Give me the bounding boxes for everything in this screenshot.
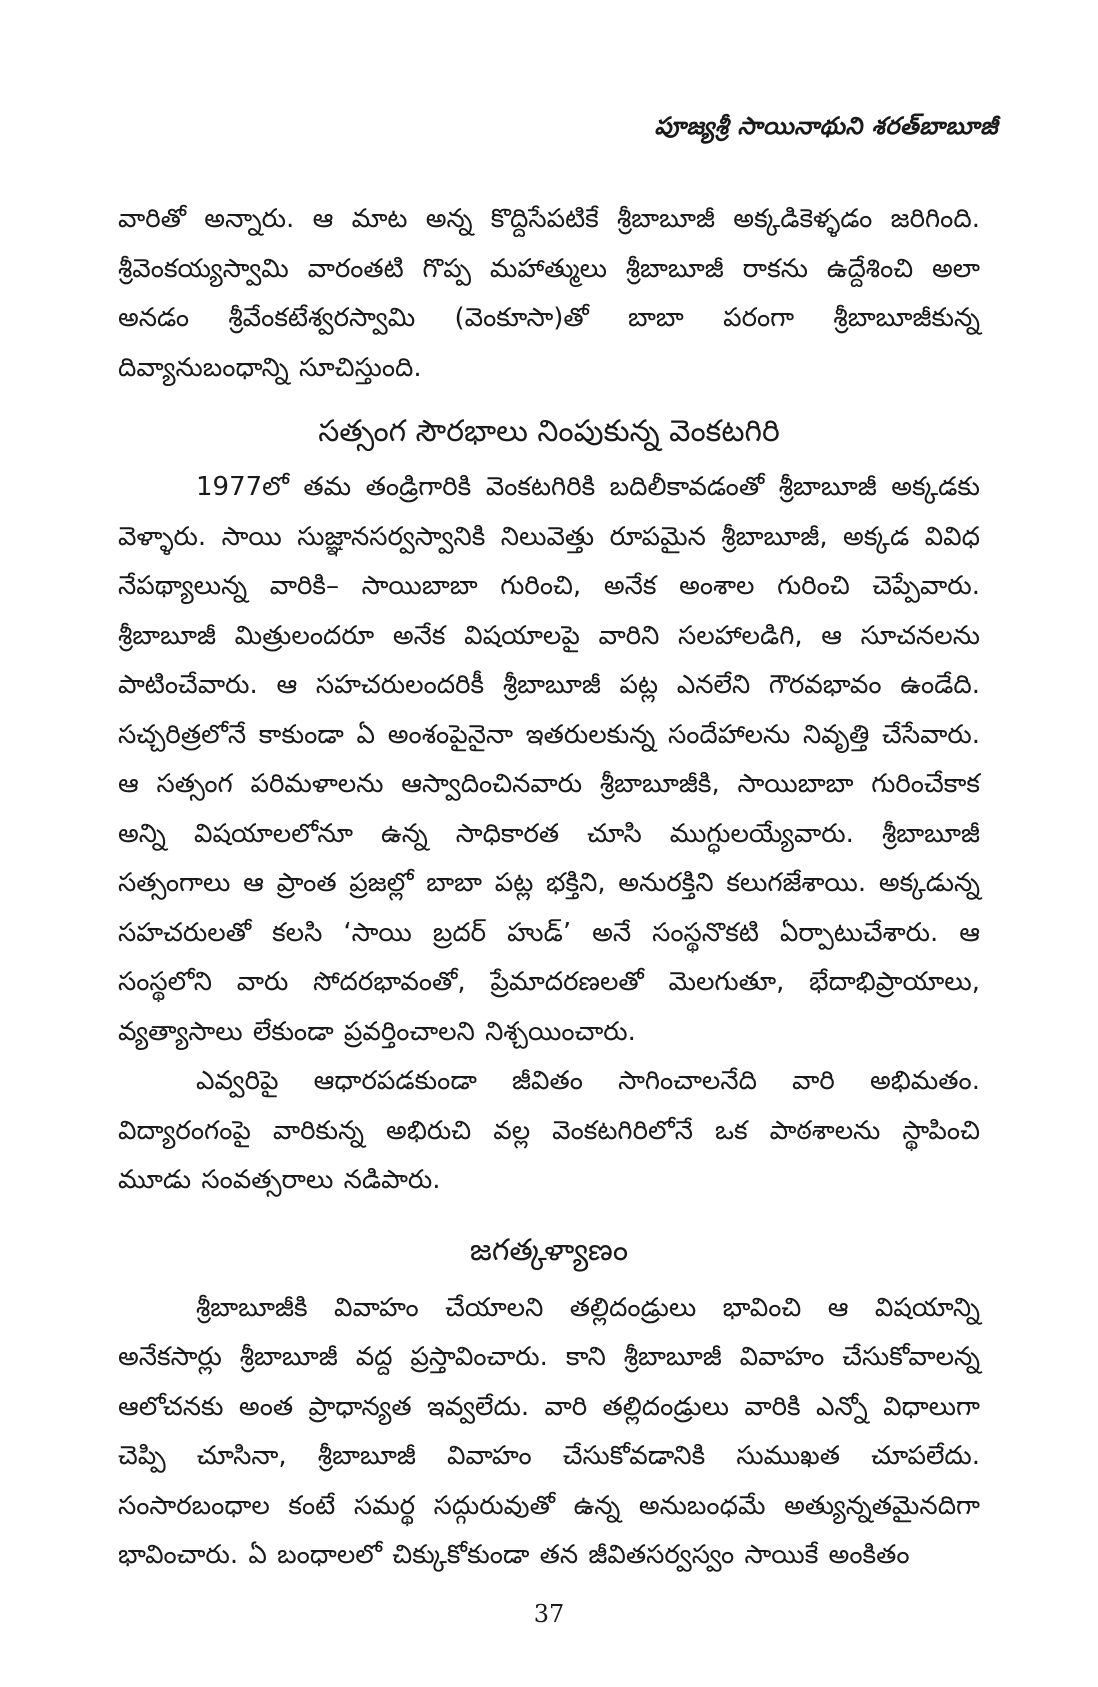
page-number: 37 [533,1600,565,1628]
page-body [118,195,980,1581]
paragraph-venkatagiri-1: 1977లో తమ తండ్రిగారికి వెంకటగిరికి బదిలీకావడంతో శ్రీబాబూజీ అక్కడకు వెళ్ళారు. సాయి సుజ్ఞానసర్వస్వానికి నిలువెత్తు రూపమైన శ్రీబాబూజీ, అక్కడ వివిధ నేపథ్యాలున్న వారికి– సాయిబాబా గురించి, అనేక అంశాల గురించి చెప్పేవారు. శ్రీబాబూజీ మిత్రులందరూ అనేక విషయాలపై వారిని సలహాలడిగి, ఆ సూచనలను పాటించేవారు. ఆ సహచరులందరికీ శ్రీబాబూజీ పట్ల ఎనలేని గౌరవభావం ఉండేది. సచ్చరిత్రలోనే కాకుండా ఏ అంశంపైనైనా ఇతరులకున్న సందేహాలను నివృత్తి చేసేవారు. ఆ సత్సంగ పరిమళాలను ఆస్వాదించినవారు శ్రీబాబూజీకి, సాయిబాబా గురించేకాక అన్ని విషయాలలోనూ ఉన్న సాధికారత చూసి ముగ్ధులయ్యేవారు. శ్రీబాబూజీ సత్సంగాలు ఆ ప్రాంత ప్రజల్లో బాబా పట్ల భక్తిని, అనురక్తిని కలుగజేశాయి. అక్కడున్న సహచరులతో కలసి ‘సాయి బ్రదర్ హుడ్’ అనే సంస్థనొకటి ఏర్పాటుచేశారు. ఆ సంస్థలోని వారు సోదరభావంతో, ప్రేమాదరణలతో మెలగుతూ, భేదాభిప్రాయాలు, వ్యత్యాసాలు లేకుండా ప్రవర్తించాలని నిశ్చయించారు. [118,472,980,1047]
section-heading-venkatagiri: సత్సంగ సౌరభాలు నింపుకున్న వెంకటగిరి [318,414,780,449]
running-header: పూజ్యశ్రీ సాయినాథుని శరత్‌బాబూజీ [654,112,998,140]
intro-paragraph: వారితో అన్నారు. ఆ మాట అన్న కొద్దిసేపటికే శ్రీబాబూజీ అక్కడికెళ్ళడం జరిగింది. శ్రీవెంకయ్యస్వామి వారంతటి గొప్ప మహాత్ములు శ్రీబాబూజీ రాకను ఉద్దేశించి అలా అనడం శ్రీవేంకటేశ్వరస్వామి (వెంకూసా)తో బాబా పరంగా శ్రీబాబూజీకున్న దివ్యానుబంధాన్ని సూచిస్తుంది. [118,204,980,383]
paragraph-jagatkalyanam: శ్రీబాబూజీకి వివాహం చేయాలని తల్లిదండ్రులు భావించి ఆ విషయాన్ని అనేకసార్లు శ్రీబాబూజీ వద్ద ప్రస్తావించారు. కాని శ్రీబాబూజీ వివాహం చేసుకోవాలన్న ఆలోచనకు అంత ప్రాధాన్యత ఇవ్వలేదు. వారి తల్లిదండ్రులు వారికి ఎన్నో విధాలుగా చెప్పి చూసినా, శ్రీబాబూజీ వివాహం చేసుకోవడానికి సుముఖత చూపలేదు. సంసారబంధాల కంటే సమర్థ సద్గురువుతో ఉన్న అనుబంధమే అత్యున్నతమైనదిగా భావించారు. ఏ బంధాలలో చిక్కుకోకుండా తన జీవితసర్వస్వం సాయికే అంకితం [118,1292,980,1570]
section-heading-jagatkalyanam: జగత్కళ్యాణం [469,1232,629,1268]
paragraph-venkatagiri-2: ఎవ్వరిపై ఆధారపడకుండా జీవితం సాగించాలనేది వారి అభిమతం. విద్యారంగంపై వారికున్న అభిరుచి వల్ల వెంకటగిరిలోనే ఒక పాఠశాలను స్థాపించి మూడు సంవత్సరాలు నడిపారు. [118,1066,980,1195]
